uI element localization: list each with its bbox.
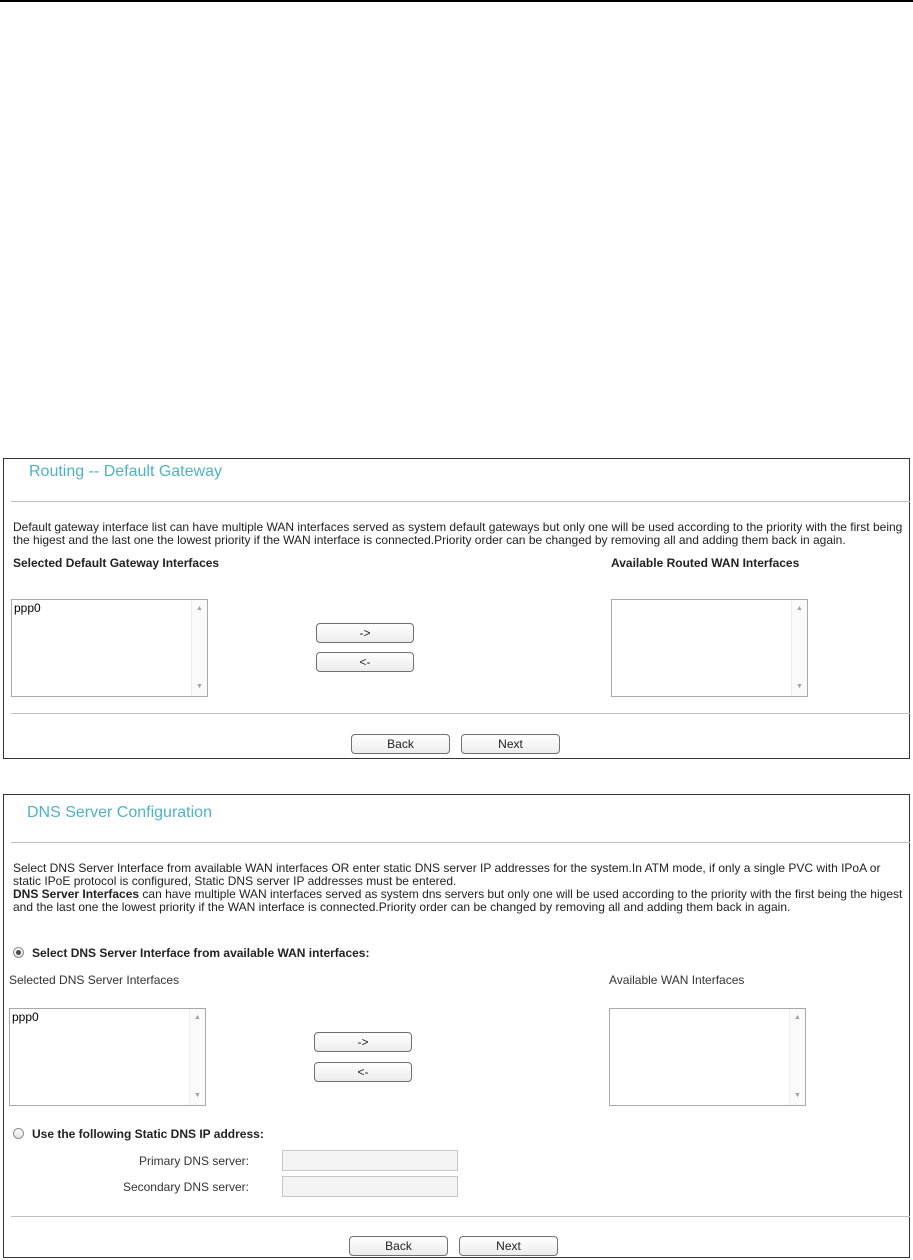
routing-available-listbox[interactable] bbox=[611, 599, 808, 697]
list-item[interactable]: ppp0 bbox=[12, 1010, 39, 1024]
scroll-up-arrow-icon[interactable]: ▲ bbox=[194, 1014, 201, 1021]
scrollbar[interactable] bbox=[191, 600, 207, 696]
dns-description bbox=[13, 862, 906, 914]
dns-title: DNS Server Configuration bbox=[27, 804, 212, 821]
dns-back-button[interactable]: Back bbox=[349, 1236, 448, 1256]
list-item[interactable]: ppp0 bbox=[14, 601, 41, 615]
scrollbar[interactable] bbox=[189, 1009, 205, 1105]
add-dns-button[interactable]: -> bbox=[314, 1032, 412, 1052]
scroll-up-arrow-icon[interactable]: ▲ bbox=[796, 605, 803, 612]
add-gateway-button[interactable]: -> bbox=[316, 623, 414, 643]
remove-gateway-button[interactable]: <- bbox=[316, 652, 414, 672]
routing-available-label: Available Routed WAN Interfaces bbox=[611, 556, 800, 570]
dns-selected-listbox[interactable] bbox=[9, 1008, 206, 1106]
routing-title: Routing -- Default Gateway bbox=[29, 463, 222, 480]
routing-selected-listbox[interactable] bbox=[11, 599, 208, 697]
primary-dns-label: Primary DNS server: bbox=[138, 1154, 249, 1168]
scroll-down-arrow-icon[interactable]: ▼ bbox=[194, 1092, 201, 1099]
dns-footer-divider bbox=[11, 1216, 910, 1217]
dns-selected-label: Selected DNS Server Interfaces bbox=[9, 973, 180, 987]
dns-available-listbox[interactable] bbox=[609, 1008, 806, 1106]
scroll-up-arrow-icon[interactable]: ▲ bbox=[196, 605, 203, 612]
dns-description-heading: DNS Server Interfaces bbox=[13, 887, 140, 901]
routing-footer-divider bbox=[11, 713, 910, 714]
routing-selected-label: Selected Default Gateway Interfaces bbox=[13, 556, 220, 570]
routing-next-button[interactable]: Next bbox=[461, 734, 560, 754]
scroll-down-arrow-icon[interactable]: ▼ bbox=[196, 683, 203, 690]
primary-dns-field[interactable] bbox=[282, 1150, 458, 1171]
dns-description-intro: Select DNS Server Interface from available WAN interfaces OR enter static DNS server IP addresses for the system.In ATM mode, if only a single PVC with IPoA or static IPoE protocol is configured, Static DNS server IP addresses must be entered. bbox=[13, 861, 881, 888]
dns-available-label: Available WAN Interfaces bbox=[609, 973, 745, 987]
dns-static-radio-icon[interactable] bbox=[13, 1128, 24, 1139]
scroll-down-arrow-icon[interactable]: ▼ bbox=[794, 1092, 801, 1099]
secondary-dns-field[interactable] bbox=[282, 1176, 458, 1197]
top-rule bbox=[0, 0, 913, 2]
routing-panel bbox=[3, 458, 910, 759]
dns-next-button[interactable]: Next bbox=[459, 1236, 558, 1256]
dns-description-detail: can have multiple WAN interfaces served as system dns servers but only one will be used according to the priority with the first being the higest and the last one the lowest priority if the WAN interface is connected.Priority order can be changed by removing all and adding them back in again. bbox=[13, 887, 903, 914]
dns-panel bbox=[3, 794, 910, 1258]
scroll-up-arrow-icon[interactable]: ▲ bbox=[794, 1014, 801, 1021]
routing-description: Default gateway interface list can have multiple WAN interfaces served as system default gateways but only one will be used according to the priority with the first being the higest and the last one the lowest priority if the WAN interface is connected.Priority order can be changed by removing all and adding them back in again. bbox=[13, 520, 903, 547]
secondary-dns-label: Secondary DNS server: bbox=[122, 1180, 249, 1194]
routing-back-button[interactable]: Back bbox=[351, 734, 450, 754]
dns-title-divider bbox=[11, 842, 910, 843]
scrollbar[interactable] bbox=[791, 600, 807, 696]
remove-dns-button[interactable]: <- bbox=[314, 1062, 412, 1082]
routing-title-divider bbox=[11, 501, 910, 502]
dns-static-radio-label[interactable]: Use the following Static DNS IP address: bbox=[32, 1127, 264, 1141]
dns-interface-radio-icon[interactable] bbox=[13, 947, 24, 958]
scrollbar[interactable] bbox=[789, 1009, 805, 1105]
scroll-down-arrow-icon[interactable]: ▼ bbox=[796, 683, 803, 690]
dns-interface-radio-label[interactable]: Select DNS Server Interface from available WAN interfaces: bbox=[32, 946, 370, 960]
